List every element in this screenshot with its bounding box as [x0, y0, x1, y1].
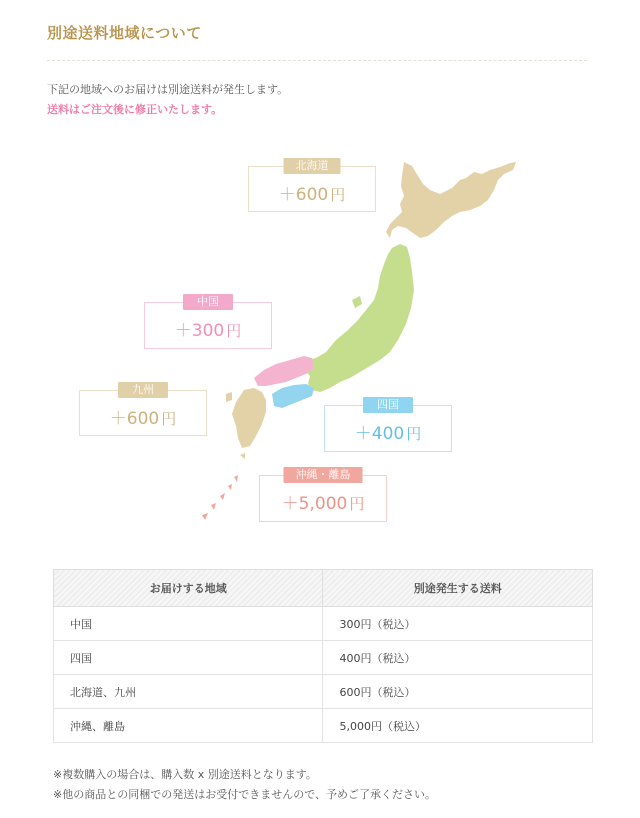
region-price-chugoku: [145, 316, 271, 341]
price-prefix: ＋: [174, 321, 192, 341]
table-row: [54, 675, 593, 709]
region-label-shikoku: 四国: [363, 397, 413, 413]
shipping-fee-table: [53, 569, 593, 743]
map-kyushu: [232, 388, 266, 448]
note-bundling: ※他の商品との同梱での発送はお受付できませんので、予めご了承ください。: [53, 788, 436, 801]
price-unit: 円: [406, 425, 422, 443]
table-row: [54, 641, 593, 675]
page-title: 別途送料地域について: [47, 24, 202, 42]
map-chugoku: [254, 356, 314, 386]
intro-text: 下記の地域へのお届けは別途送料が発生します。: [47, 83, 289, 96]
region-label-hokkaido: 北海道: [284, 158, 341, 174]
note-multiple-purchase: ※複数購入の場合は、購入数 x 別途送料となります。: [53, 768, 317, 781]
map-hokkaido: [386, 162, 516, 238]
table-header-row: [54, 570, 593, 607]
cell-region: 四国: [54, 641, 323, 675]
map-okinawa: [202, 513, 208, 520]
region-price-kyushu: [80, 404, 206, 429]
region-box-shikoku: [324, 398, 452, 452]
price-prefix: ＋: [354, 424, 372, 444]
intro-notice: 送料はご注文後に修正いたします。: [47, 103, 223, 116]
cell-region: 中国: [54, 607, 323, 641]
price-value: 600: [295, 185, 329, 205]
map-kyushu-islet: [240, 453, 245, 459]
price-unit: 円: [330, 186, 346, 204]
cell-fee: 300円（税込）: [323, 607, 593, 641]
price-unit: 円: [349, 495, 365, 513]
map-okinawa: [220, 493, 225, 500]
price-prefix: ＋: [278, 185, 296, 205]
region-box-okinawa: [259, 468, 387, 522]
map-kyushu-islet: [226, 392, 232, 402]
region-label-kyushu: 九州: [118, 382, 168, 398]
price-prefix: ＋: [109, 409, 127, 429]
region-label-okinawa: 沖縄・離島: [284, 467, 363, 483]
region-price-shikoku: [325, 419, 451, 444]
region-box-hokkaido: [248, 159, 376, 212]
price-unit: 円: [161, 410, 177, 428]
map-sado: [352, 296, 362, 308]
price-value: 400: [371, 424, 405, 444]
cell-region: 北海道、九州: [54, 675, 323, 709]
region-price-okinawa: [260, 489, 386, 514]
price-prefix: ＋: [281, 494, 299, 514]
price-value: 5,000: [298, 494, 348, 514]
price-unit: 円: [226, 322, 242, 340]
region-price-hokkaido: [249, 180, 375, 205]
cell-region: 沖縄、離島: [54, 709, 323, 743]
price-value: 600: [126, 409, 160, 429]
map-okinawa: [234, 475, 238, 482]
region-label-chugoku: 中国: [183, 294, 233, 310]
table-row: [54, 709, 593, 743]
map-okinawa: [228, 484, 232, 490]
map-okinawa: [211, 503, 216, 510]
header-region: お届けする地域: [54, 570, 323, 607]
price-value: 300: [191, 321, 225, 341]
table-row: [54, 607, 593, 641]
cell-fee: 400円（税込）: [323, 641, 593, 675]
map-shikoku: [272, 384, 314, 408]
cell-fee: 5,000円（税込）: [323, 709, 593, 743]
region-box-kyushu: [79, 383, 207, 436]
region-box-chugoku: [144, 295, 272, 349]
map-honshu: [304, 244, 414, 392]
header-fee: 別途発生する送料: [323, 570, 593, 607]
cell-fee: 600円（税込）: [323, 675, 593, 709]
